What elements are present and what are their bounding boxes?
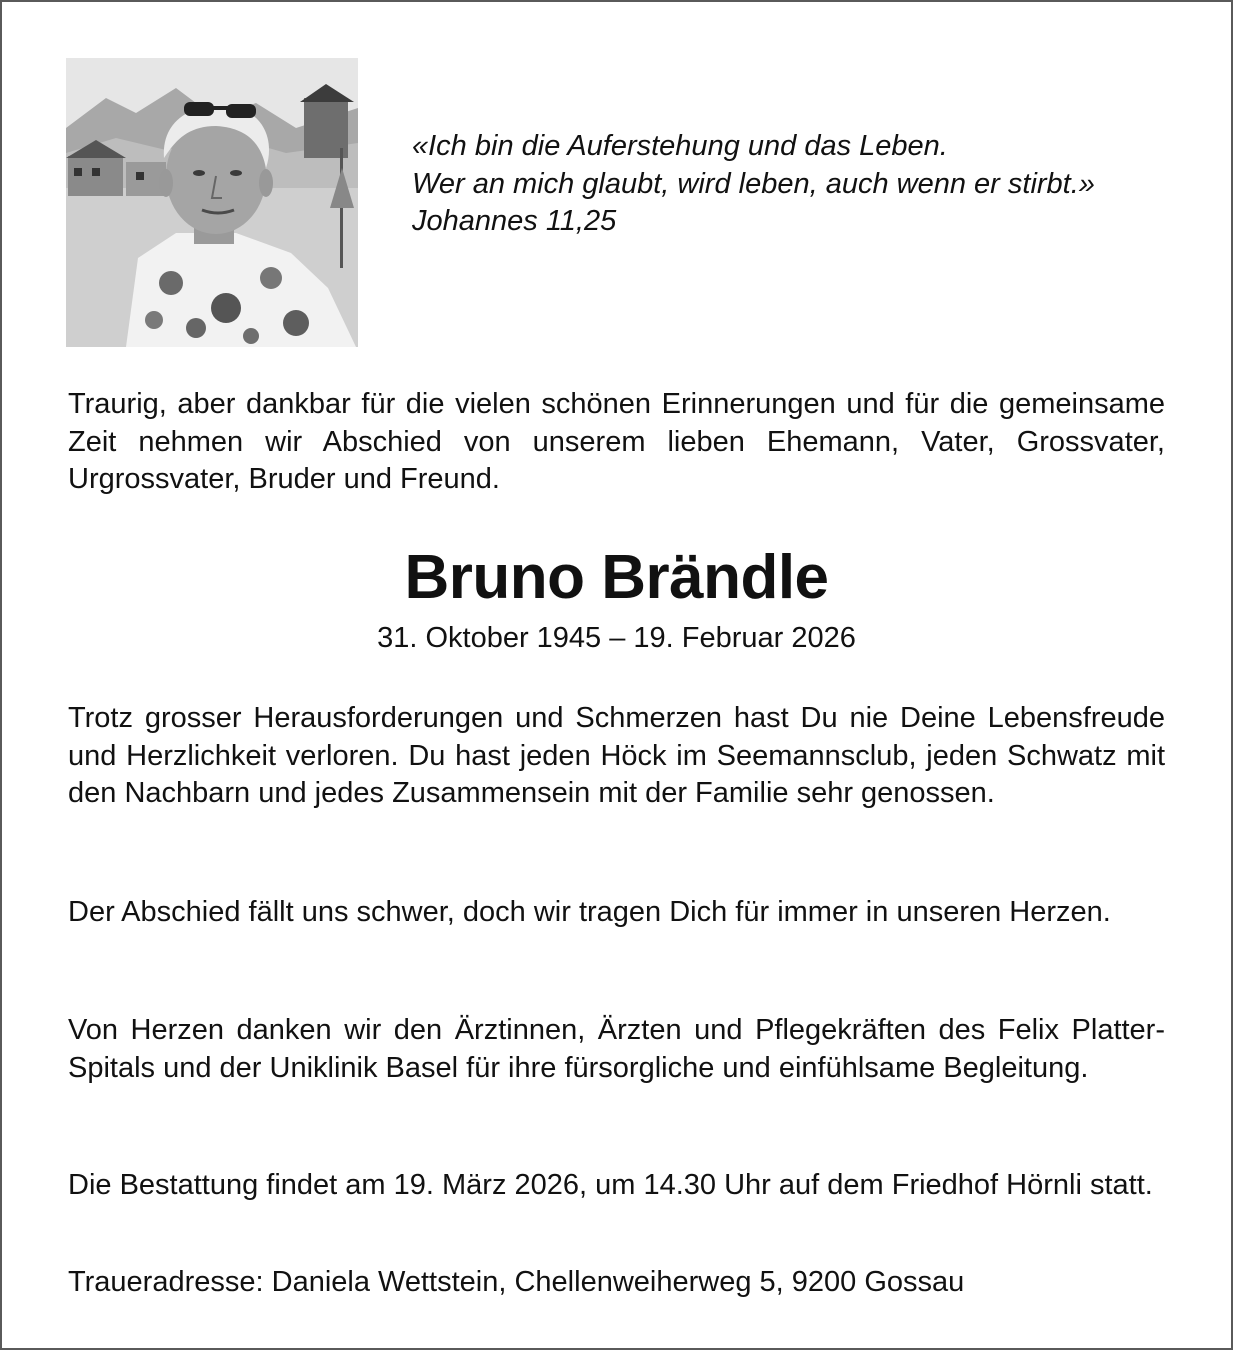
quote-source: Johannes 11,25: [412, 205, 617, 237]
life-dates: 31. Oktober 1945 – 19. Februar 2026: [377, 622, 856, 654]
portrait-illustration: [66, 58, 358, 347]
bible-quote: [412, 128, 1192, 241]
quote-line-1: «Ich bin die Auferstehung und das Leben.: [412, 130, 948, 162]
paragraph-thanks: Von Herzen danken wir den Ärztinnen, Ärzten und Pflegekräften des Felix Platter-Spitals und der Uniklinik Basel für ihre fürsorgliche und einfühlsame Begleitung.: [68, 1014, 1165, 1084]
quote-line-2: Wer an mich glaubt, wird leben, auch wenn er stirbt.»: [412, 167, 1095, 200]
paragraph-funeral: Die Bestattung findet am 19. März 2026, um 14.30 Uhr auf dem Friedhof Hörnli statt.: [68, 1169, 1153, 1201]
portrait-photo: [66, 58, 358, 347]
mourning-address: Traueradresse: Daniela Wettstein, Chellenweiherweg 5, 9200 Gossau: [68, 1266, 965, 1298]
deceased-name: Bruno Brändle: [404, 543, 829, 612]
paragraph-life: Trotz grosser Herausforderungen und Schmerzen hast Du nie Deine Lebensfreude und Herzlichkeit verloren. Du hast jeden Höck im Seemannsclub, jeden Schwatz mit den Nachbarn und jedes Zusammensein mit der Familie sehr genossen.: [68, 702, 1165, 809]
paragraph-farewell: Der Abschied fällt uns schwer, doch wir tragen Dich für immer in unseren Herzen.: [68, 896, 1111, 928]
intro-paragraph: Traurig, aber dankbar für die vielen schönen Erinnerungen und für die gemeinsame Zeit nehmen wir Abschied von unserem lieben Ehemann, Vater, Grossvater, Urgrossvater, Bruder und Freund.: [68, 388, 1165, 495]
